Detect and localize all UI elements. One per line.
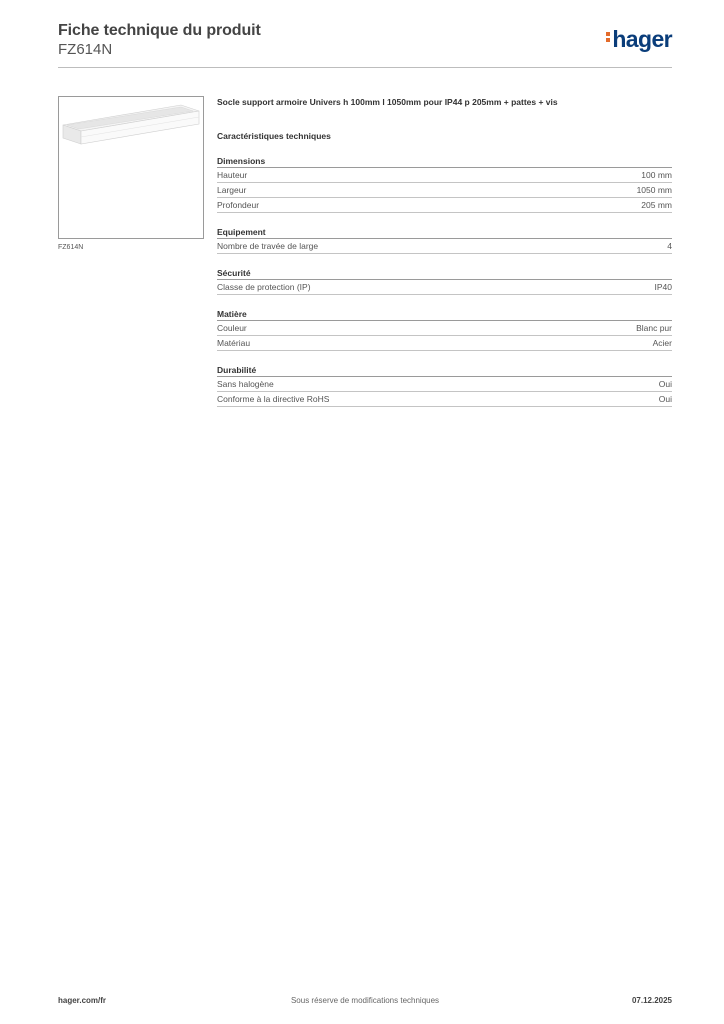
spec-section bbox=[217, 155, 672, 213]
footer-website: hager.com/fr bbox=[58, 996, 107, 1005]
spec-value: 205 mm bbox=[641, 200, 672, 210]
spec-value: Oui bbox=[658, 379, 672, 389]
spec-value: 100 mm bbox=[641, 170, 672, 180]
spec-section bbox=[217, 226, 672, 254]
spec-row bbox=[217, 183, 672, 198]
logo-text: hager bbox=[612, 26, 672, 52]
footer-date: 07.12.2025 bbox=[631, 996, 672, 1005]
spec-section-title: Dimensions bbox=[217, 155, 672, 168]
product-image-caption: FZ614N bbox=[58, 244, 84, 251]
spec-label: Conforme à la directive RoHS bbox=[217, 394, 330, 404]
spec-section bbox=[217, 267, 672, 295]
spec-label: Classe de protection (IP) bbox=[217, 282, 311, 292]
spec-row bbox=[217, 168, 672, 183]
product-image bbox=[58, 96, 204, 239]
spec-section bbox=[217, 308, 672, 351]
page-footer bbox=[58, 996, 672, 1010]
spec-label: Profondeur bbox=[217, 200, 260, 210]
spec-value: IP40 bbox=[654, 282, 672, 292]
spec-section-title: Equipement bbox=[217, 226, 672, 239]
spec-value: Blanc pur bbox=[636, 323, 672, 333]
spec-value: Oui bbox=[658, 394, 672, 404]
logo-dots-icon bbox=[606, 30, 610, 44]
spec-section-title: Sécurité bbox=[217, 267, 672, 280]
spec-row bbox=[217, 280, 672, 295]
spec-label: Couleur bbox=[217, 323, 247, 333]
document-title: Fiche technique du produit bbox=[58, 22, 261, 39]
product-details bbox=[217, 96, 672, 407]
header-divider bbox=[58, 67, 672, 68]
spec-label: Matériau bbox=[217, 338, 251, 348]
hager-logo bbox=[606, 26, 672, 53]
spec-row bbox=[217, 392, 672, 407]
page-header bbox=[58, 20, 672, 70]
spec-label: Hauteur bbox=[217, 170, 248, 180]
spec-row bbox=[217, 377, 672, 392]
product-reference: FZ614N bbox=[58, 41, 113, 58]
spec-row bbox=[217, 321, 672, 336]
cabinet-base-illustration bbox=[59, 97, 203, 238]
spec-label: Nombre de travée de large bbox=[217, 241, 319, 251]
characteristics-sections bbox=[217, 155, 672, 407]
spec-section bbox=[217, 364, 672, 407]
characteristics-title: Caractéristiques techniques bbox=[217, 131, 331, 141]
spec-section-title: Matière bbox=[217, 308, 672, 321]
spec-value: Acier bbox=[652, 338, 672, 348]
product-description: Socle support armoire Univers h 100mm l 1050mm pour IP44 p 205mm + pattes + vis bbox=[217, 97, 558, 107]
spec-section-title: Durabilité bbox=[217, 364, 672, 377]
spec-value: 4 bbox=[667, 241, 672, 251]
spec-value: 1050 mm bbox=[636, 185, 672, 195]
footer-notice: Sous réserve de modifications techniques bbox=[290, 996, 440, 1005]
spec-row bbox=[217, 336, 672, 351]
spec-label: Largeur bbox=[217, 185, 247, 195]
spec-row bbox=[217, 239, 672, 254]
spec-row bbox=[217, 198, 672, 213]
spec-label: Sans halogène bbox=[217, 379, 274, 389]
